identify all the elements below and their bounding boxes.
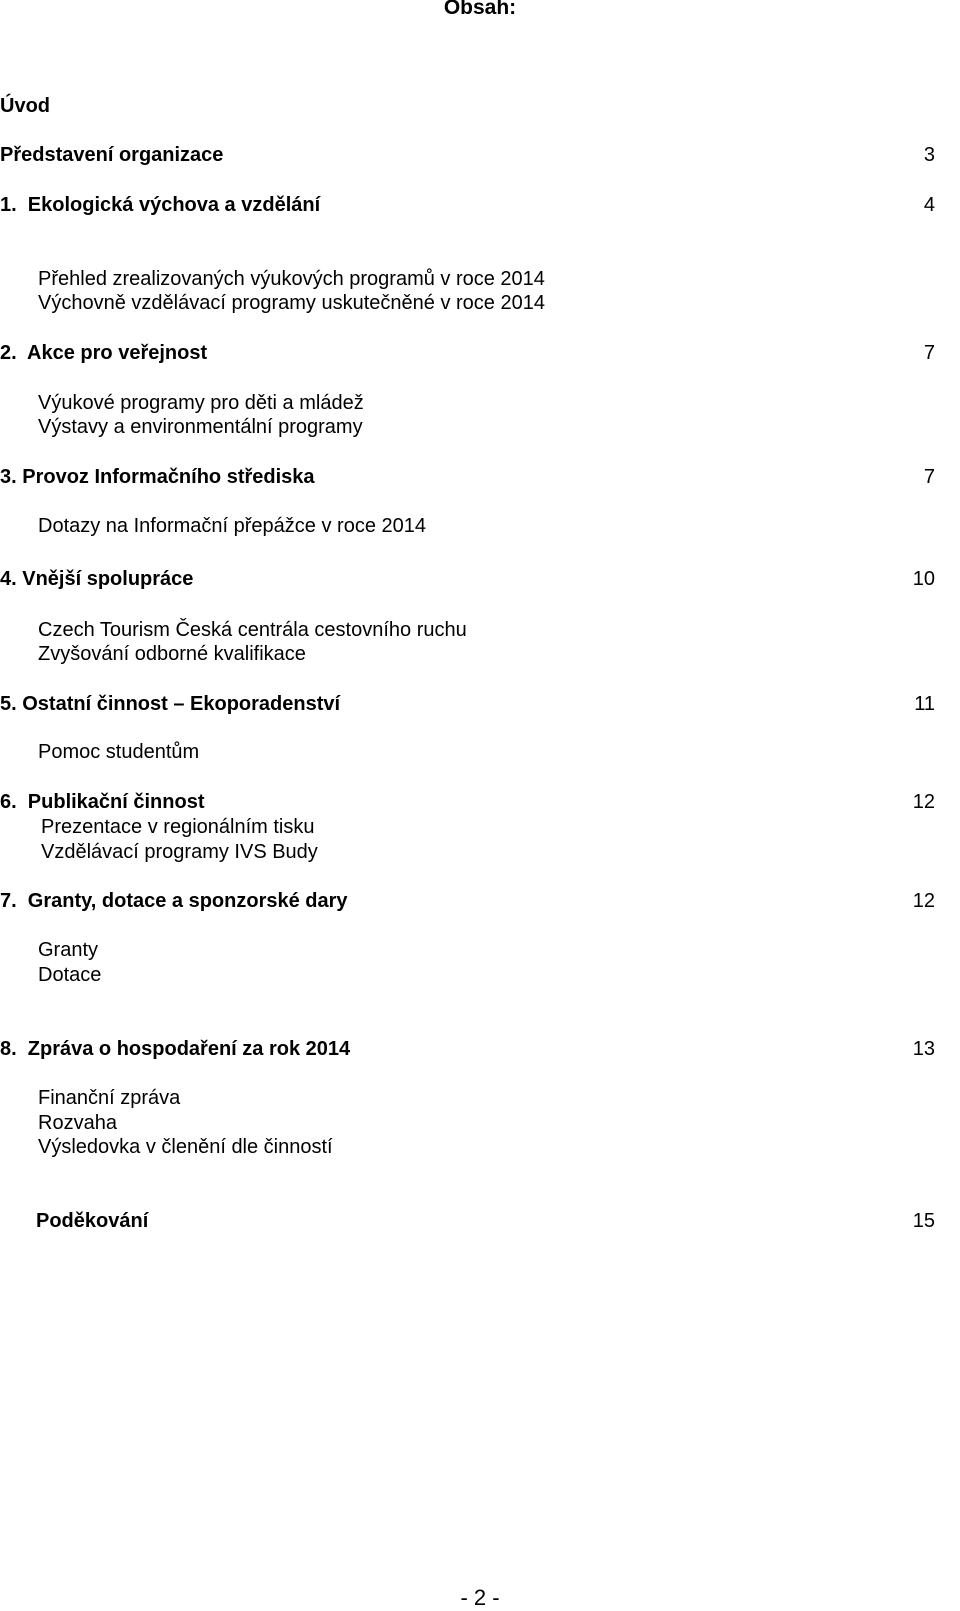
toc-entry-section-4: 4. Vnější spolupráce <box>0 568 194 590</box>
toc-entry-section-5: 5. Ostatní činnost – Ekoporadenství <box>0 693 341 715</box>
toc-subentry: Finanční zpráva <box>38 1087 181 1109</box>
toc-subentry: Zvyšování odborné kvalifikace <box>38 643 306 665</box>
toc-entry-section-7: 7. Granty, dotace a sponzorské dary <box>0 890 348 912</box>
toc-page-number: 13 <box>912 1038 935 1060</box>
toc-entry-section-8: 8. Zpráva o hospodaření za rok 2014 <box>0 1038 351 1060</box>
toc-subentry: Vzdělávací programy IVS Budy <box>41 841 318 863</box>
toc-entry-predstaveni: Představení organizace <box>0 144 224 166</box>
page-title: Obsah: <box>443 0 517 19</box>
toc-page-number: 12 <box>912 890 935 912</box>
page-footer-number: - 2 - <box>460 1585 500 1610</box>
toc-subentry: Czech Tourism Česká centrála cestovního ruchu <box>38 619 467 641</box>
toc-page-number: 15 <box>912 1210 935 1232</box>
toc-entry-section-6: 6. Publikační činnost <box>0 791 205 813</box>
toc-page-number: 12 <box>912 791 935 813</box>
toc-subentry: Výchovně vzdělávací programy uskutečněné v roce 2014 <box>38 292 545 314</box>
toc-subentry: Dotazy na Informační přepážce v roce 2014 <box>38 515 426 537</box>
toc-subentry: Výukové programy pro děti a mládež <box>38 392 364 414</box>
toc-page-number: 10 <box>912 568 935 590</box>
toc-subentry: Výsledovka v členění dle činností <box>38 1136 333 1158</box>
toc-subentry: Výstavy a environmentální programy <box>38 416 363 438</box>
toc-page-number: 4 <box>923 194 935 216</box>
toc-subentry: Prezentace v regionálním tisku <box>41 816 315 838</box>
toc-page-number: 7 <box>923 466 935 488</box>
toc-page-number: 7 <box>923 342 935 364</box>
toc-entry-podekovani: Poděkování <box>36 1210 149 1232</box>
toc-page-number: 11 <box>914 693 935 715</box>
toc-subentry: Dotace <box>38 964 102 986</box>
toc-subentry: Granty <box>38 939 99 961</box>
toc-entry-uvod: Úvod <box>0 95 50 117</box>
toc-subentry: Pomoc studentům <box>38 741 200 763</box>
toc-entry-section-1: 1. Ekologická výchova a vzdělání <box>0 194 321 216</box>
toc-entry-section-2: 2. Akce pro veřejnost <box>0 342 208 364</box>
toc-subentry: Přehled zrealizovaných výukových programů v roce 2014 <box>38 268 545 290</box>
toc-entry-section-3: 3. Provoz Informačního střediska <box>0 466 315 488</box>
toc-subentry: Rozvaha <box>38 1112 117 1134</box>
toc-page-number: 3 <box>923 144 935 166</box>
